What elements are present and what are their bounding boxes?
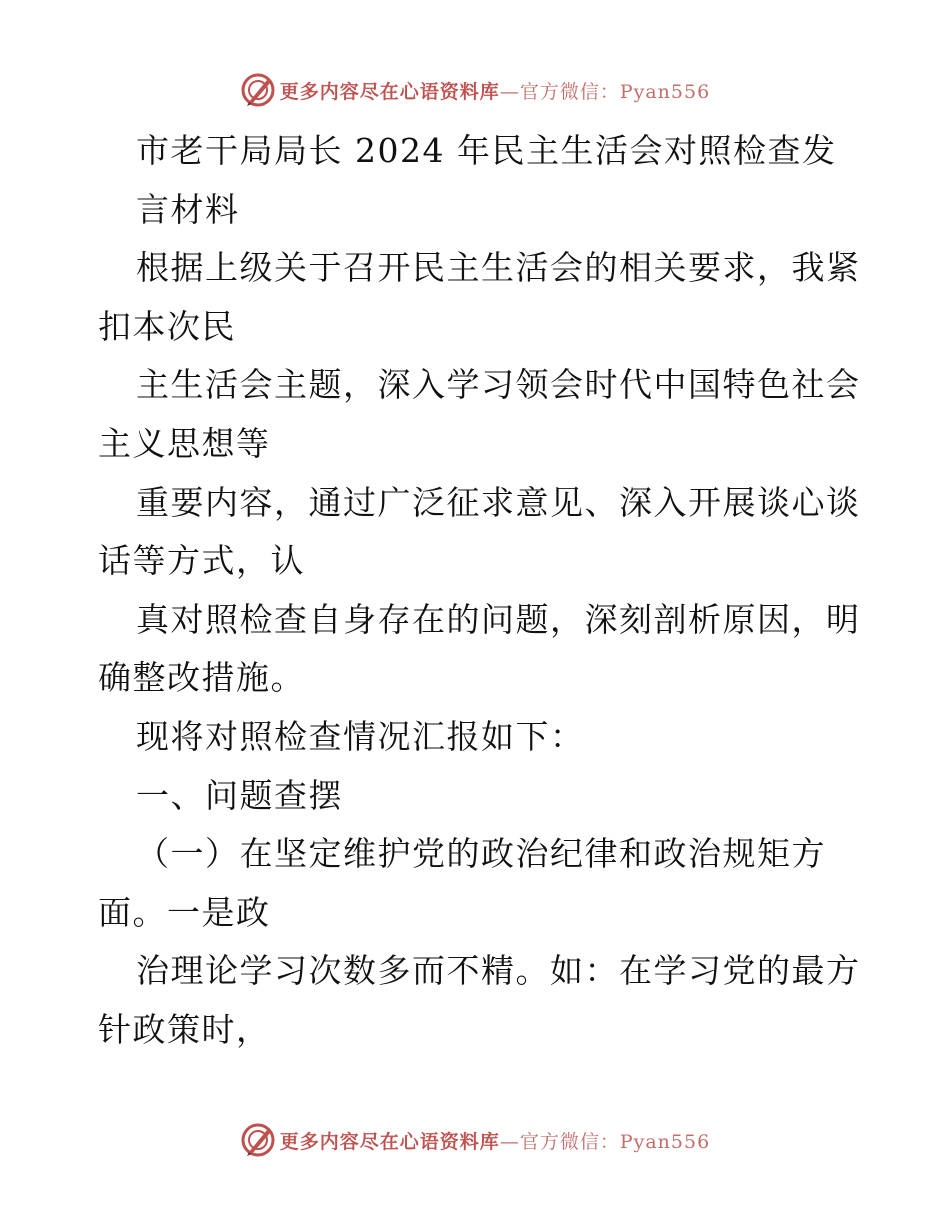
- paragraph-line: 确整改措施。: [98, 658, 305, 698]
- watermark-dash: —: [499, 1130, 520, 1153]
- watermark-wechat-id: Pyan556: [619, 1130, 711, 1153]
- paragraph-line: 根据上级关于召开民主生活会的相关要求，我紧: [136, 248, 861, 288]
- section-heading: 一、问题查摆: [136, 775, 343, 815]
- watermark-text: [280, 77, 710, 104]
- paragraph-line: 现将对照检查情况汇报如下：: [136, 716, 585, 756]
- pen-in-circle-logo-icon: [240, 1122, 276, 1158]
- paragraph-line: 治理论学习次数多而不精。如：在学习党的最方: [136, 951, 861, 991]
- watermark-wechat-id: Pyan556: [619, 80, 711, 103]
- paragraph-line: 重要内容，通过广泛征求意见、深入开展谈心谈: [136, 482, 861, 522]
- header-watermark-banner: [0, 70, 950, 110]
- document-title-line-1: 市老干局局长 2024 年民主生活会对照检查发: [136, 131, 837, 170]
- paragraph-line: 主义思想等: [98, 423, 271, 463]
- paragraph-line: 真对照检查自身存在的问题，深刻剖析原因，明: [136, 599, 861, 639]
- pen-in-circle-logo-icon: [240, 72, 276, 108]
- paragraph-line: 面。一是政: [98, 892, 271, 932]
- watermark-main-text: 更多内容尽在心语资料库: [279, 80, 500, 103]
- document-title-line-2: 言材料: [136, 189, 240, 229]
- paragraph-line: 扣本次民: [98, 306, 236, 346]
- paragraph-line: 话等方式，认: [98, 541, 305, 581]
- watermark-text: [280, 1127, 710, 1154]
- subsection-heading: （一）在坚定维护党的政治纪律和政治规矩方: [136, 834, 826, 874]
- watermark-official-label: 官方微信：: [519, 80, 620, 103]
- document-body: [98, 122, 861, 1060]
- watermark-official-label: 官方微信：: [519, 1130, 620, 1153]
- watermark-dash: —: [499, 80, 520, 103]
- watermark-main-text: 更多内容尽在心语资料库: [279, 1130, 500, 1153]
- paragraph-line: 主生活会主题，深入学习领会时代中国特色社会: [136, 365, 861, 405]
- paragraph-line: 针政策时，: [98, 1009, 271, 1049]
- footer-watermark-banner: [0, 1120, 950, 1160]
